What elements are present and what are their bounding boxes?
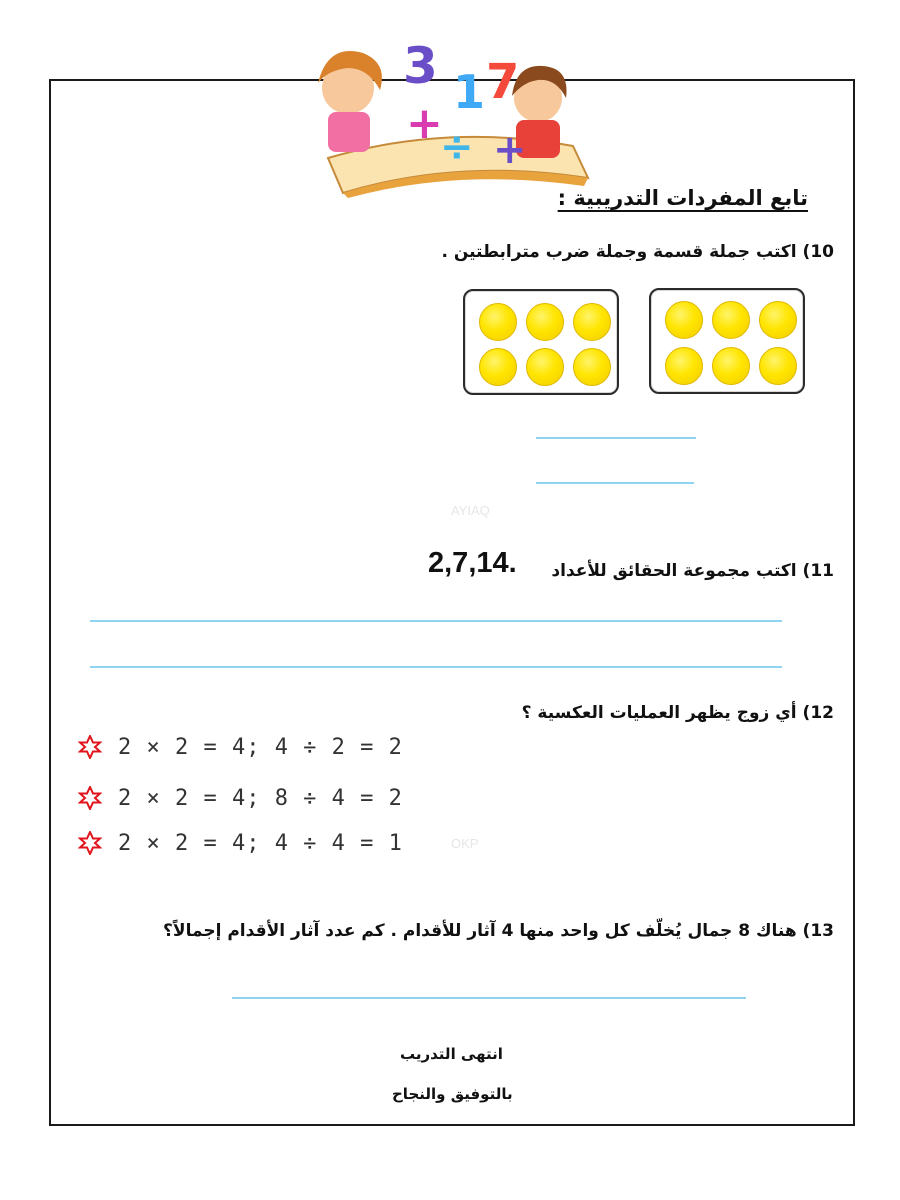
fact-family-numbers: 2,7,14. (428, 547, 517, 579)
page-frame (49, 79, 855, 1126)
watermark: OKP (451, 836, 479, 851)
counter-dot (712, 347, 750, 385)
option-3[interactable] (78, 828, 403, 858)
counter-dot (526, 303, 564, 341)
option-1-text: 2 × 2 = 4; 4 ÷ 2 = 2 (118, 734, 403, 760)
question-11: 11) اكتب مجموعة الحقائق للأعداد (551, 561, 834, 581)
question-12: 12) أي زوج يظهر العمليات العكسية ؟ (521, 703, 834, 723)
star-icon (78, 831, 102, 855)
option-1[interactable] (78, 732, 403, 762)
digit-3-icon: 3 (403, 37, 438, 95)
option-3-text: 2 × 2 = 4; 4 ÷ 4 = 1 (118, 830, 403, 856)
ten-frame-left (463, 289, 619, 395)
counter-dot (665, 347, 703, 385)
answer-line[interactable] (90, 666, 782, 668)
answer-line[interactable] (232, 997, 746, 999)
star-icon (78, 735, 102, 759)
question-10: 10) اكتب جملة قسمة وجملة ضرب مترابطتين . (441, 242, 834, 262)
ten-frame-right (649, 288, 805, 394)
divide-icon: ÷ (440, 124, 474, 170)
option-2[interactable] (78, 783, 403, 813)
option-2-text: 2 × 2 = 4; 8 ÷ 4 = 2 (118, 785, 403, 811)
counter-dot (479, 348, 517, 386)
end-of-practice: انتهى التدريب (400, 1045, 503, 1063)
counter-dot (712, 301, 750, 339)
watermark: AYIAQ (451, 503, 490, 518)
digit-1-icon: 1 (453, 65, 486, 119)
answer-line[interactable] (90, 620, 782, 622)
counter-dot (526, 348, 564, 386)
digit-7-icon: 7 (486, 54, 520, 110)
counter-dot (573, 303, 611, 341)
question-13: 13) هناك 8 جمال يُخلّف كل واحد منها 4 آثار للأقدام . كم عدد آثار الأقدام إجمالاً؟ (163, 921, 834, 941)
counter-dot (665, 301, 703, 339)
plus-icon: + (406, 98, 443, 149)
counter-dot (759, 347, 797, 385)
kids-math-illustration (288, 28, 618, 198)
good-luck-message: بالتوفيق والنجاح (392, 1085, 513, 1103)
page-title: تابع المفردات التدريبية : (557, 186, 808, 210)
counter-dot (759, 301, 797, 339)
star-icon (78, 786, 102, 810)
plus-icon: + (493, 127, 527, 173)
answer-line[interactable] (536, 437, 696, 439)
answer-line[interactable] (536, 482, 694, 484)
counter-dot (479, 303, 517, 341)
counter-dot (573, 348, 611, 386)
